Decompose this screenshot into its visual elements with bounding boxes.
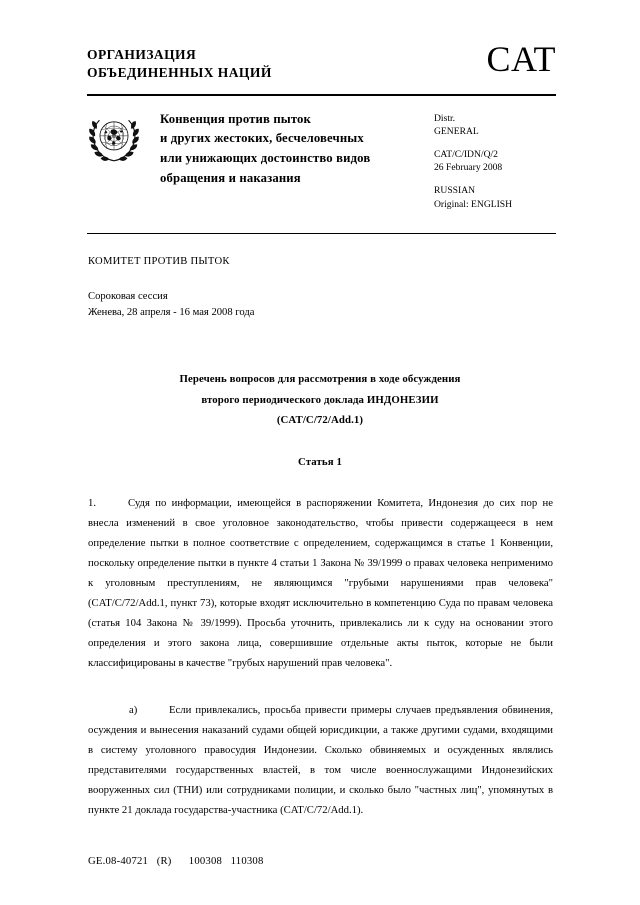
page-title bbox=[0, 369, 640, 431]
session-venue-dates: Женева, 28 апреля - 16 мая 2008 года bbox=[88, 307, 255, 319]
paragraph-1a bbox=[88, 700, 553, 820]
document-date: 26 February 2008 bbox=[434, 162, 503, 174]
convention-title-line3: или унижающих достоинство видов bbox=[160, 151, 371, 166]
document-language: RUSSIAN bbox=[434, 185, 476, 197]
convention-block bbox=[0, 96, 640, 212]
symbol-group bbox=[434, 148, 556, 175]
page-title-line1: Перечень вопросов для рассмотрения в ходе обсуждения bbox=[179, 372, 461, 385]
document-original-language: Original: ENGLISH bbox=[434, 198, 513, 210]
page-title-line3: (CAT/C/72/Add.1) bbox=[276, 414, 364, 427]
article-heading: Статья 1 bbox=[298, 456, 342, 469]
distribution-label: Distr. bbox=[434, 112, 456, 124]
convention-title-line1: Конвенция против пыток bbox=[160, 111, 312, 126]
committee-block bbox=[0, 234, 640, 321]
paragraph-1 bbox=[88, 493, 553, 673]
masthead bbox=[0, 0, 640, 82]
page-title-line2: второго периодического доклада ИНДОНЕЗИИ bbox=[201, 393, 439, 406]
un-emblem-icon bbox=[88, 113, 140, 165]
paragraph-1a-number: a) bbox=[129, 704, 138, 717]
convention-title-line4: обращения и наказания bbox=[160, 171, 301, 186]
footer-job-number: GE.08-40721 (R) 100308 110308 bbox=[88, 855, 264, 867]
convention-title bbox=[160, 110, 434, 189]
distribution-value: GENERAL bbox=[434, 126, 479, 138]
session-info bbox=[88, 289, 556, 321]
distribution-group bbox=[434, 112, 556, 139]
body-text bbox=[0, 493, 640, 820]
distribution-block bbox=[434, 112, 556, 212]
paragraph-1-number: 1. bbox=[88, 497, 97, 510]
committee-name: КОМИТЕТ ПРОТИВ ПЫТОК bbox=[88, 256, 230, 268]
session-number: Сороковая сессия bbox=[88, 291, 168, 303]
organization-name bbox=[87, 46, 272, 82]
language-group bbox=[434, 184, 556, 211]
paragraph-1a-text: Если привлекались, просьба привести примеры случаев предъявления обвинения, осуждения и вынесения наказаний судами общей юрисдикции, а также другими судами, входящими в систему уголовного правосудия Индонезии. Сколько обвиняемых и осужденных являлись представителями государственных властей, в том числе военнослужащими Индонезийских вооруженных сил (ТНИ) или сотрудниками полиции, и сколько было "частных лиц", упомянутых в пункте 21 доклада государства-участника (CAT/C/72/Add.1). bbox=[88, 704, 553, 817]
organization-name-line2: ОБЪЕДИНЕННЫХ НАЦИЙ bbox=[87, 64, 272, 80]
paragraph-1-text: Судя по информации, имеющейся в распоряжении Комитета, Индонезия до сих пор не внесла изменений в свое уголовное законодательство, чтобы привести содержащееся в нем определение пытки в полное соответствие с определением, содержащимся в статье 1 Конвенции, поскольку определение пытки в пункте 4 статьи 1 Закона № 39/1999 о правах человека неприменимо к уголовным преступлениям, не являющимся "грубыми нарушениями прав человека" (CAT/C/72/Add.1, пункт 73), которые входят исключительно в компетенцию Суда по правам человека (статья 104 Закона № 39/1999). Просьба уточнить, привлекались ли к суду на основании этого определения и этого закона лица, совершившие отдельные акты пыток, которые не были классифицированы в качестве "грубых нарушений прав человека". bbox=[88, 497, 553, 670]
document-symbol: CAT/C/IDN/Q/2 bbox=[434, 148, 498, 160]
organization-name-line1: ОРГАНИЗАЦИЯ bbox=[87, 47, 197, 62]
convention-title-line2: и других жестоких, бесчеловечных bbox=[160, 131, 364, 146]
document-symbol-mark: CAT bbox=[486, 39, 556, 79]
